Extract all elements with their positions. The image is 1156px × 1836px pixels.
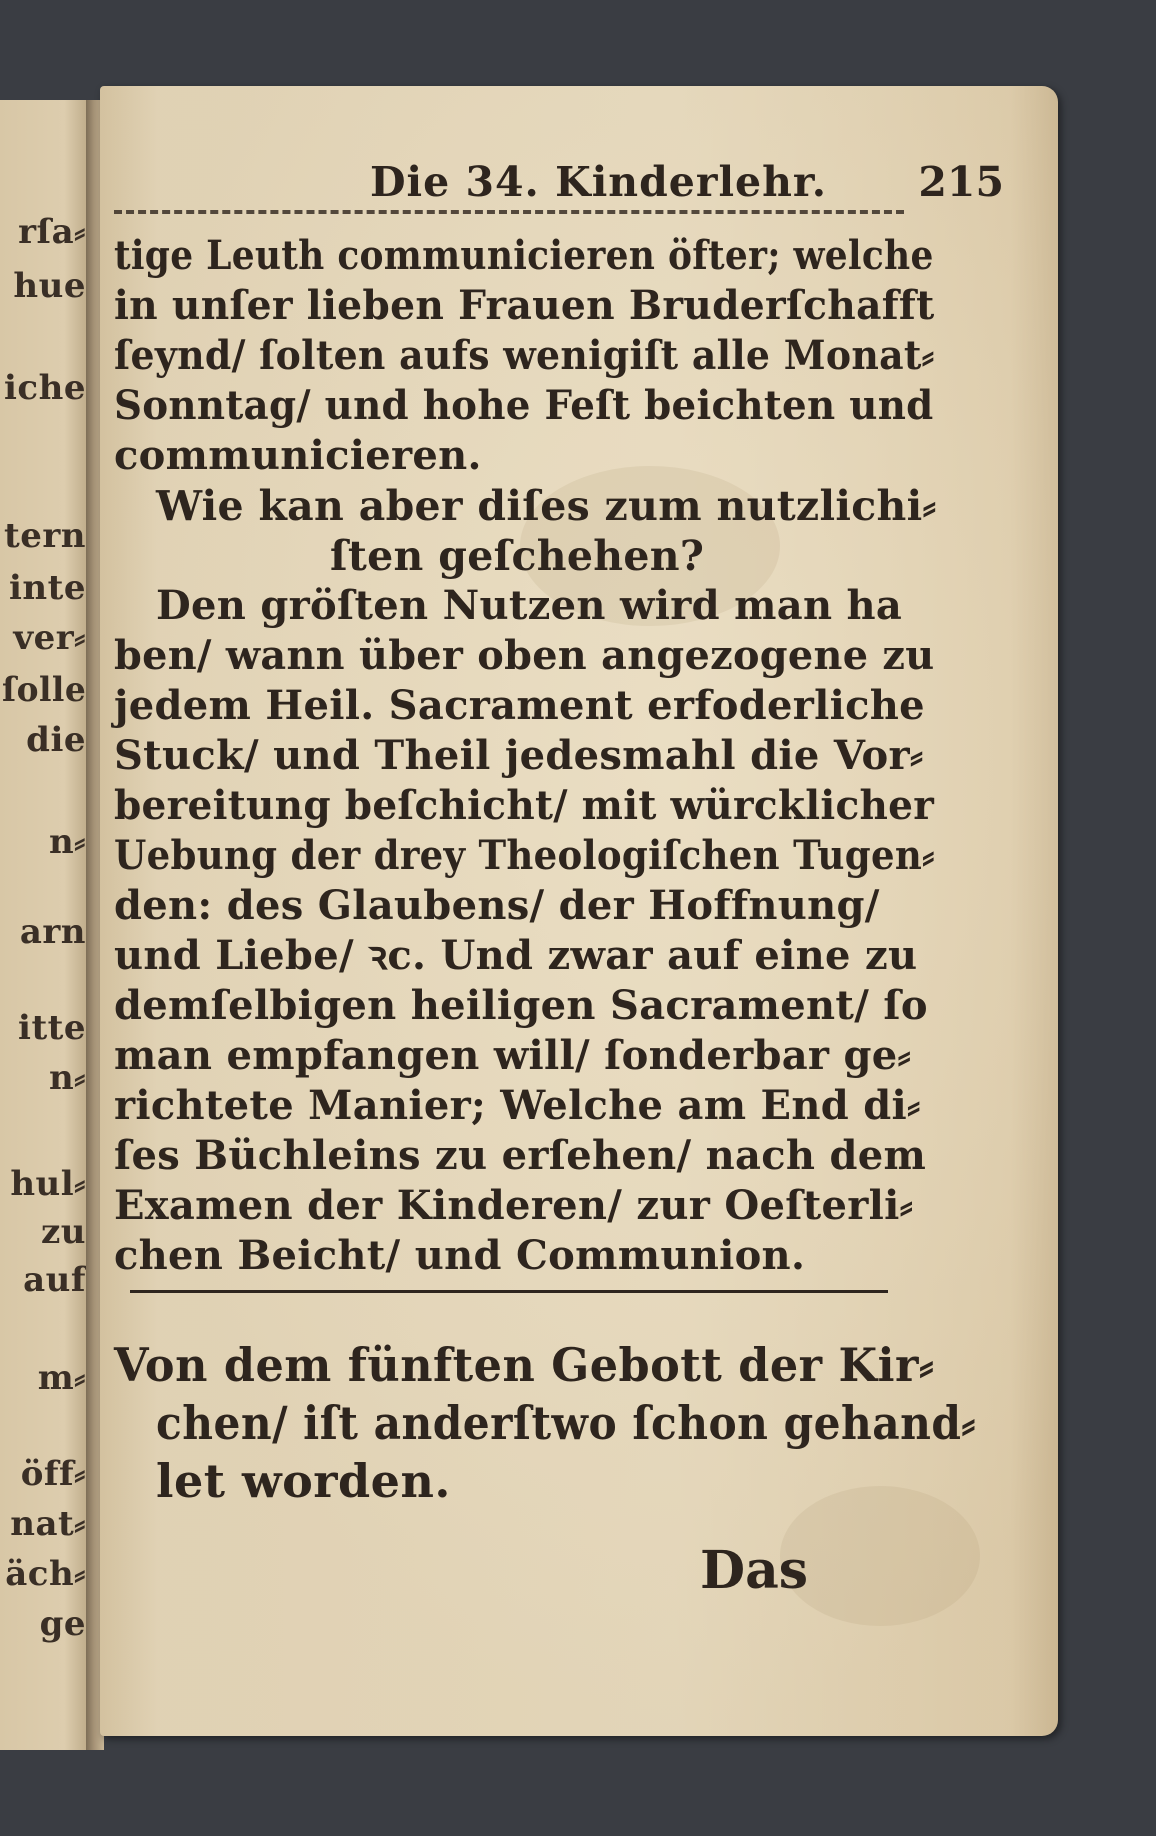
- left-fragment: ge: [39, 1604, 86, 1644]
- answer-line: richtete Manier; Welche am End di⸗: [114, 1082, 921, 1129]
- text-line: in unſer lieben Frauen Bruderſchafft: [114, 282, 935, 329]
- left-fragment: n⸗: [48, 1058, 86, 1098]
- page-title: Die 34. Kinderlehr.: [370, 158, 828, 206]
- question-line: Wie kan aber diſes zum nutzlichi⸗: [156, 482, 937, 530]
- left-fragment: inte: [9, 568, 86, 608]
- left-fragment: tern: [4, 516, 86, 556]
- answer-line: man empfangen will/ ſonderbar ge⸗: [114, 1032, 912, 1079]
- answer-line: Den gröſten Nutzen wird man ha: [156, 582, 903, 629]
- left-fragment: rſa⸗: [18, 212, 86, 252]
- question-line: ſten geſchehen?: [330, 532, 705, 580]
- paper-stain: [780, 1486, 980, 1626]
- left-fragment: zu: [40, 1212, 86, 1252]
- section-line: Von dem fünften Gebott der Kir⸗: [114, 1338, 935, 1392]
- catchword: Das: [700, 1540, 809, 1601]
- running-head: [274, 152, 1004, 212]
- section-divider: [130, 1290, 888, 1293]
- answer-line: ſes Büchleins zu erſehen/ nach dem: [114, 1132, 927, 1179]
- section-line: let worden.: [156, 1454, 451, 1508]
- left-fragment: ver⸗: [13, 618, 86, 658]
- answer-line: jedem Heil. Sacrament erfoderliche: [114, 682, 925, 729]
- previous-page-edge: [0, 100, 92, 1750]
- left-fragment: äch⸗: [5, 1554, 86, 1594]
- left-fragment: öff⸗: [20, 1454, 86, 1494]
- left-fragment: itte: [18, 1008, 86, 1048]
- text-line: Sonntag/ und hohe Feſt beichten und: [114, 382, 934, 429]
- answer-line: demſelbigen heiligen Sacrament/ ſo: [114, 982, 928, 1029]
- left-fragment: ſolle: [1, 670, 86, 710]
- answer-line: bereitung beſchicht/ mit würcklicher: [114, 782, 935, 829]
- left-fragment: nat⸗: [10, 1504, 86, 1544]
- book-page: [100, 86, 1058, 1736]
- answer-line: Uebung der drey Theologiſchen Tugen⸗: [114, 832, 935, 879]
- answer-line: und Liebe/ ꝛc. Und zwar auf eine zu: [114, 932, 918, 979]
- page-number: 215: [918, 158, 1004, 206]
- answer-line: Examen der Kinderen/ zur Oeſterli⸗: [114, 1182, 914, 1229]
- answer-line: Stuck/ und Theil jedesmahl die Vor⸗: [114, 732, 924, 779]
- left-fragment: arn: [19, 912, 86, 952]
- section-line: chen/ iſt anderſtwo ſchon gehand⸗: [156, 1396, 976, 1450]
- left-fragment: iche: [4, 368, 86, 408]
- left-fragment: hue: [13, 266, 86, 306]
- answer-line: den: des Glaubens/ der Hoffnung/: [114, 882, 880, 929]
- answer-line: chen Beicht/ und Communion.: [114, 1232, 806, 1279]
- text-line: ſeynd/ ſolten aufs wenigiſt alle Monat⸗: [114, 332, 935, 379]
- answer-line: ben/ wann über oben angezogene zu: [114, 632, 935, 679]
- text-line: tige Leuth communicieren öfter; welche: [114, 232, 934, 279]
- left-fragment: m⸗: [37, 1358, 86, 1398]
- header-rule: [114, 210, 904, 214]
- left-fragment: n⸗: [48, 822, 86, 862]
- left-fragment: hul⸗: [10, 1164, 86, 1204]
- text-line: communicieren.: [114, 432, 482, 479]
- left-fragment: auf: [23, 1260, 86, 1300]
- left-fragment: die: [26, 720, 86, 760]
